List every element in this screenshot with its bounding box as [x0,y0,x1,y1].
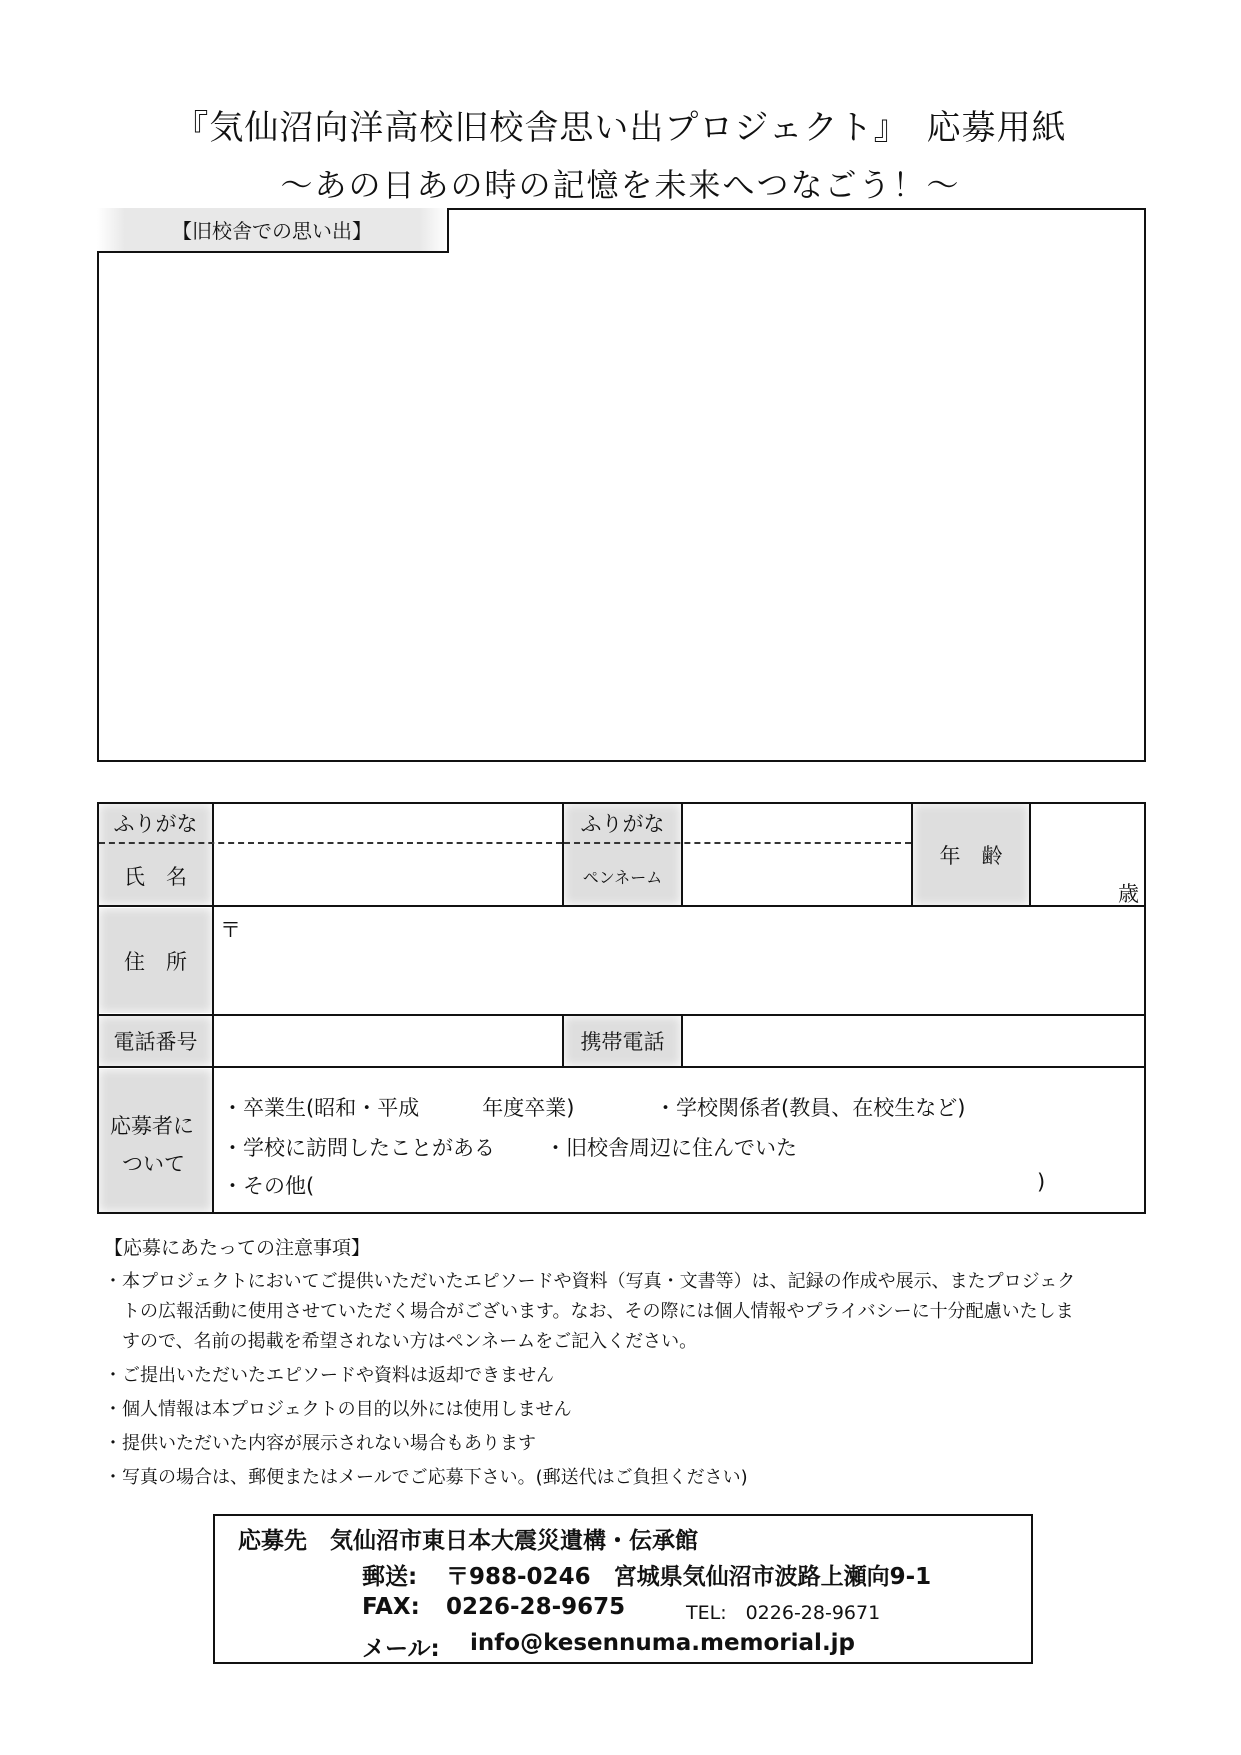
contact-tel: TEL: 0226-28-9671 [686,1602,881,1624]
mobile-input[interactable] [683,1016,1144,1066]
applicant-label-cell [99,1069,212,1212]
contact-mail-label: 郵送: [362,1564,418,1590]
name-label: 氏 名 [124,865,187,889]
penname-furigana-input[interactable] [683,804,911,842]
contact-recipient: 応募先 気仙沼市東日本大震災遺構・伝承館 [238,1528,698,1554]
furigana-input[interactable] [214,804,562,842]
note-item-1a: ・本プロジェクトにおいてご提供いただいたエピソードや資料（写真・文書等）は、記録の作成や展示、またプロジェク [104,1271,1076,1292]
penname-input[interactable] [683,846,911,904]
option-visited[interactable]: ・学校に訪問したことがある [222,1136,495,1160]
notes-heading: 【応募にあたっての注意事項】 [104,1237,371,1259]
option-graduate[interactable]: ・卒業生(昭和・平成 年度卒業) [222,1096,575,1120]
furigana-separator [99,842,562,844]
age-unit: 歳 [1118,882,1139,906]
option-resident[interactable]: ・旧校舎周辺に住んでいた [545,1136,797,1160]
age-label: 年 齢 [939,843,1003,868]
memory-label: 【旧校舎での思い出】 [97,208,449,253]
note-item-1c: すので、名前の掲載を希望されない方はペンネームをご記入ください。 [122,1331,698,1352]
note-item-4: ・提供いただいた内容が展示されない場合もあります [104,1433,536,1454]
furigana-label: ふりがな [113,812,198,836]
note-item-3: ・個人情報は本プロジェクトの目的以外には使用しません [104,1399,572,1420]
furigana-separator [564,842,911,844]
note-item-1b: トの広報活動に使用させていただく場合がございます。なお、その際には個人情報やプライバシーに十分配慮いたしま [122,1301,1074,1322]
option-other-close: ) [1037,1170,1046,1194]
contact-fax-value: 0226-28-9675 [446,1594,626,1620]
contact-fax-label: FAX: [362,1594,420,1620]
penname-label: ペンネーム [582,867,663,887]
age-input[interactable] [1031,804,1111,904]
row-divider [97,1066,1146,1068]
applicant-label-line1: 応募者に [110,1114,194,1138]
note-item-5: ・写真の場合は、郵便またはメールでご応募下さい。(郵送代はご負担ください) [104,1467,748,1488]
memory-textarea[interactable] [97,208,1146,762]
page-subtitle: ～あの日あの時の記憶を未来へつなごう！～ [280,166,961,204]
applicant-label-line2: ついて [122,1152,185,1176]
contact-email-value[interactable]: info@kesennuma.memorial.jp [470,1630,856,1656]
note-item-2: ・ご提出いただいたエピソードや資料は返却できません [104,1365,554,1386]
page-title: 『気仙沼向洋高校旧校舎思い出プロジェクト』 応募用紙 [174,108,1067,148]
option-school-staff[interactable]: ・学校関係者(教員、在校生など) [655,1096,966,1120]
address-input[interactable] [214,940,1144,1012]
postal-mark: 〒 [220,918,241,942]
phone-label: 電話番号 [113,1030,198,1054]
contact-mail-value: 〒988-0246 宮城県気仙沼市波路上瀬向9-1 [446,1564,932,1590]
contact-email-label: メール: [362,1636,440,1662]
row-divider [97,905,1146,907]
option-other[interactable]: ・その他( [222,1174,315,1198]
name-input[interactable] [214,846,562,904]
phone-input[interactable] [214,1016,562,1066]
address-label: 住 所 [124,949,187,974]
furigana-label-2: ふりがな [580,812,665,836]
mobile-label: 携帯電話 [580,1030,665,1054]
